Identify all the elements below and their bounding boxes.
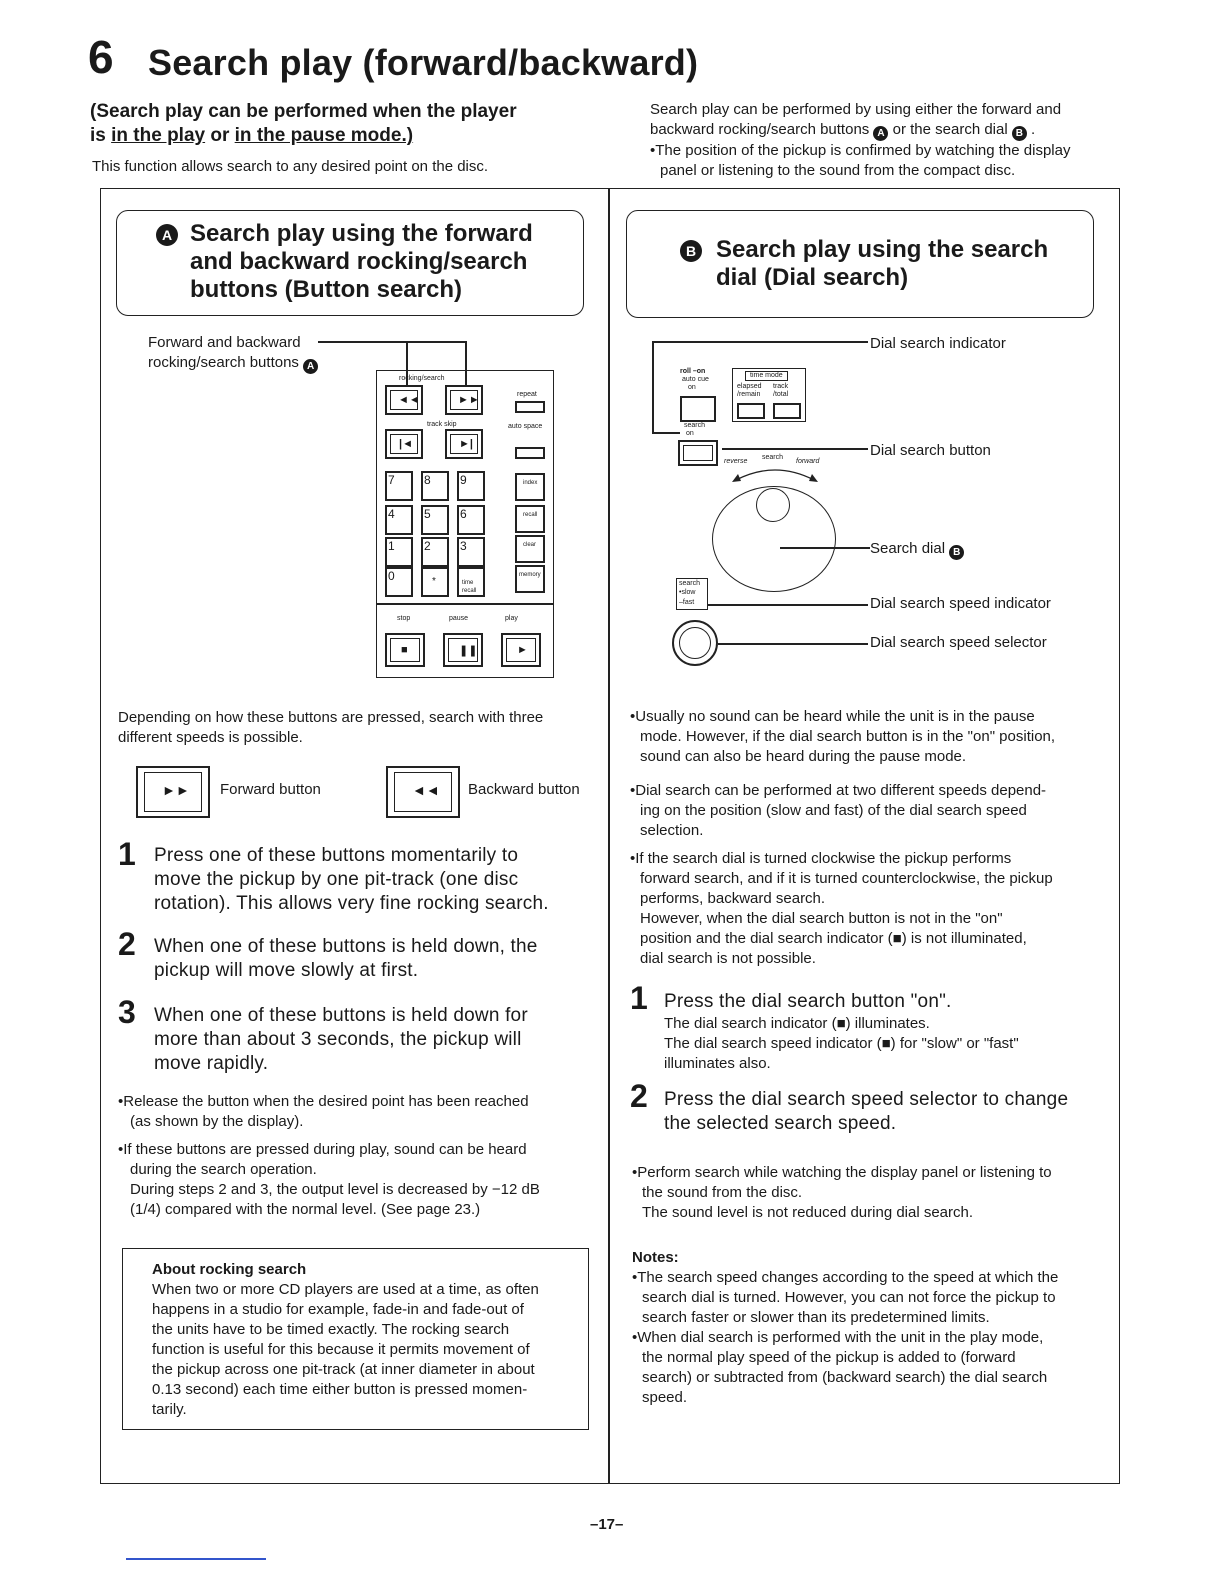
remote-key: 7 [385,471,413,501]
step-text: When one of these buttons is held down for more than about 3 seconds, the pickup will move rapidly. [154,1005,528,1074]
speed-indicator-panel: search •slow –fast [676,578,708,610]
intro-text: This function allows search to any desired point on the disc. [92,158,489,175]
remote-label: rocking/search [399,375,445,382]
step-text: Press the dial search speed selector to change the selected search speed. [664,1089,1069,1134]
intro-right-line: Search play can be performed by using either the forward and [650,101,1062,118]
mark-b-icon: B [949,545,964,560]
section-b-bullets: •Usually no sound can be heard while the unit is in the pause mode. However, if the dial search button is in the "on" position, sound can also be heard during the pause mode. •Dial search can be performed at two different speeds depend- ing on the position (slow and fast) of the dial search speed selection. •If the search dial is turned clockwise the pickup performs forward search, and if it is turned counterclockwise, the pickup performs, backward search. However, when the dial search button is not in the "on" position and the dial search indicator (■) is not illuminated, dial search is not possible. [630,708,1056,967]
intro-heading-line1: (Search play can be performed when the player [90,101,517,122]
page-title: Search play (forward/backward) [148,42,699,83]
step-text: Press one of these buttons momentarily to move the pickup by one pit-track (one disc rotation). This allows very fine rocking search. [154,845,549,914]
time-mode-panel: time mode elapsed /remain track /total [732,368,806,422]
remote-stop-button: ■ [385,633,425,667]
roll-on-button [680,396,716,422]
mark-a-icon: A [873,126,888,141]
remote-key: 5 [421,505,449,535]
remote-time-recall-button: time recall [457,567,485,597]
callout-line [652,341,654,433]
remote-label: repeat [517,391,537,398]
dial-search-speed-selector-label: Dial search speed selector [870,634,1047,651]
remote-forward-button: ►► [445,385,483,415]
section-b-title: Search play using the search dial (Dial search) [716,236,1049,291]
elapsed-remain-button [737,403,765,419]
step-text: Press the dial search button "on". [664,991,952,1012]
intro-heading-line2: is in the play or in the pause mode.) [90,125,414,146]
remote-key: 2 [421,537,449,567]
intro-right-text [650,100,1120,181]
section-a-notes: •Release the button when the desired point has been reached (as shown by the display). •If these buttons are pressed during play, sound can be heard during the search operation. During steps 2 and 3, the output level is decreased by −12 dB (1/4) compared with the normal level. (See page 23.) [118,1093,540,1218]
forward-button-icon: ►► [136,766,210,818]
forward-button-label: Forward button [220,781,321,798]
callout-line [780,547,870,549]
remote-skip-back-button: |◄ [385,429,423,459]
intro-right-line: panel or listening to the sound from the compact disc. [660,162,1016,179]
callout-line [652,341,868,343]
remote-recall-button: recall [515,505,545,533]
remote-key: * [421,567,449,597]
remote-repeat-button [515,401,545,413]
dial-search-speed-selector [672,620,718,666]
footer-rule [126,1558,266,1560]
about-rocking-search: About rocking search When two or more CD players are used at a time, as often happens in a studio for example, fade-in and fade-out of the units have to be timed exactly. The rocking search function is useful for this because it permits movement of the pickup across one pit-track (at inner diameter in about 0.13 second) each time either button is pressed momen- tarily. [152,1261,539,1418]
forward-label: forward [796,458,820,465]
section-a-title: Search play using the forward and backward rocking/search buttons (Button search) [190,220,533,303]
section-b-notes: Notes: •The search speed changes according to the speed at which the search dial is turned. However, you can not force the pickup to search faster or slower than its predetermined limits. •When dial search is performed with the unit in the play mode, the normal play speed of the pickup is added to (forward search) or subtracted from (backward search) the dial search speed. [632,1249,1059,1406]
remote-label: auto space [508,423,543,430]
remote-label: play [505,615,518,622]
remote-key: 0 [385,567,413,597]
reverse-label: reverse [724,458,748,465]
step-number: 1 [630,980,648,1016]
callout-line [722,448,868,450]
column-divider [608,188,610,1484]
step-subtext: The dial search indicator (■) illuminates. The dial search speed indicator (■) for "slow" or "fast" illuminates also. [664,1015,1019,1072]
remote-divider [377,603,553,605]
dial-search-button-panel: search on [678,422,720,468]
speeds-text: Depending on how these buttons are pressed, search with three different speeds is possible. [118,709,544,746]
dial-search-button [678,440,718,466]
remote-index-button: index [515,473,545,501]
step-number: 3 [118,994,136,1030]
intro-heading [90,100,610,148]
dial-finger-hole [756,488,790,522]
search-dial-label: Search dial B [870,539,964,560]
callout-line [318,341,466,343]
remote-key: 8 [421,471,449,501]
remote-label: stop [397,615,411,622]
dial-search-indicator-label: Dial search indicator [870,335,1006,352]
remote-play-button: ► [501,633,541,667]
remote-auto-space-button [515,447,545,459]
remote-backward-button: ◄◄ [385,385,423,415]
remote-key: 4 [385,505,413,535]
chapter-number: 6 [88,31,114,83]
roll-on-panel: roll –on auto cue on [678,368,720,424]
mark-a-icon: A [303,359,318,374]
backward-button-label: Backward button [468,781,580,798]
track-total-button [773,403,801,419]
remote-pause-button: ❚❚ [443,633,483,667]
remote-key: 3 [457,537,485,567]
intro-right-line: •The position of the pickup is confirmed by watching the display [650,142,1071,159]
perform-search-text: •Perform search while watching the display panel or listening to the sound from the disc. The sound level is not reduced during dial search. [632,1164,1052,1221]
intro-right-line: backward rocking/search buttons A or the search dial B . [650,121,1036,139]
callout-line [652,432,680,434]
step-text: When one of these buttons is held down, the pickup will move slowly at first. [154,936,538,981]
remote-skip-forward-button: ►| [445,429,483,459]
remote-memory-button: memory [515,565,545,593]
mark-b-icon: B [1012,126,1027,141]
remote-label: pause [449,615,469,622]
remote-key: 6 [457,505,485,535]
remote-key: 1 [385,537,413,567]
step-number: 2 [118,926,136,962]
dial-search-button-label: Dial search button [870,442,991,459]
remote-control-diagram [376,370,554,678]
backward-button-icon: ◄◄ [386,766,460,818]
callout-line [718,643,868,645]
remote-key: 9 [457,471,485,501]
step-number: 1 [118,836,136,872]
mark-b-icon: B [680,240,702,262]
remote-callout-label: Forward and backward rocking/search buttons A [148,333,348,374]
remote-clear-button: clear [515,535,545,563]
remote-label: track skip [427,421,457,428]
direction-arrow-icon [730,462,820,484]
callout-line [708,604,868,606]
mark-a-icon: A [156,224,178,246]
step-number: 2 [630,1078,648,1114]
search-arc-label: search [762,454,784,461]
dial-search-speed-indicator-label: Dial search speed indicator [870,595,1051,612]
page-number: –17– [590,1516,624,1533]
